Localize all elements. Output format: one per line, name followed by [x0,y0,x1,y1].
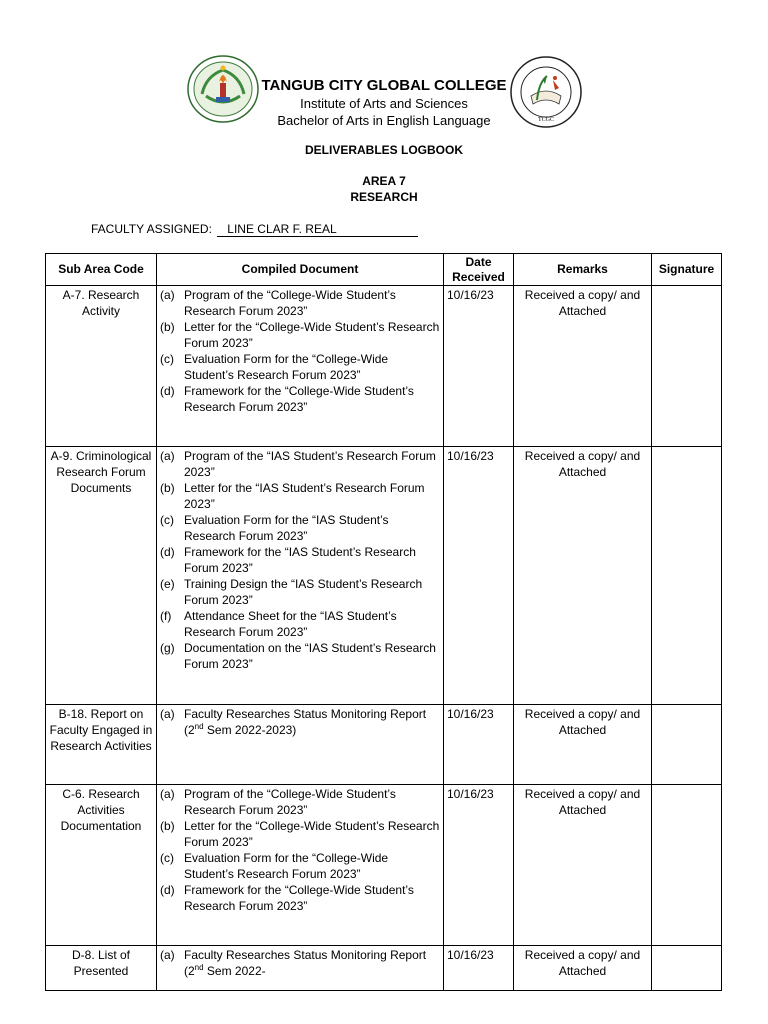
document-list [160,448,440,672]
faculty-assigned [91,222,418,237]
document-list [160,947,440,979]
table-row [46,447,722,705]
document-title-text: Letter for the “IAS Student’s Research Forum 2023” [184,481,425,511]
list-marker: (d) [160,384,175,398]
document-list-item [160,544,440,576]
document-list [160,786,440,914]
document-list-item [160,706,440,738]
signature-cell [652,286,722,447]
document-list-item [160,448,440,480]
column-header-remarks: Remarks [514,254,652,286]
list-marker: (e) [160,577,175,591]
document-title-text: Program of the “College-Wide Student’s Research Forum 2023” [184,787,396,817]
compiled-document-cell [157,705,444,785]
list-marker: (a) [160,449,175,463]
signature-cell [652,705,722,785]
document-list-item [160,608,440,640]
document-title-text: Framework for the “IAS Student’s Research Forum 2023” [184,545,416,575]
document-title-text: Framework for the “College-Wide Student’s Research Forum 2023” [184,883,414,913]
list-marker: (a) [160,948,175,962]
ias-seal-abbr: TCGC [537,117,555,123]
remarks-cell: Received a copy/ and Attached [514,785,652,946]
column-header-sub-area-code: Sub Area Code [46,254,157,286]
sub-area-code-cell: C-6. Research Activities Documentation [46,785,157,946]
document-list-item [160,576,440,608]
sub-area-code-cell: A-7. Research Activity [46,286,157,447]
list-marker: (b) [160,819,175,833]
table-row [46,946,722,991]
remarks-cell: Received a copy/ and Attached [514,946,652,991]
sub-area-code-cell: D-8. List of Presented [46,946,157,991]
program-name: Bachelor of Arts in English Language [277,113,491,128]
date-received-cell: 10/16/23 [444,447,514,705]
remarks-cell: Received a copy/ and Attached [514,705,652,785]
column-header-signature: Signature [652,254,722,286]
column-header-compiled-document: Compiled Document [157,254,444,286]
document-list-item [160,640,440,672]
area-name: RESEARCH [350,190,418,204]
document-title-text: Letter for the “College-Wide Student’s Research Forum 2023” [184,819,440,849]
document-list-item [160,786,440,818]
document-title-text: Evaluation Form for the “College-Wide Student’s Research Forum 2023” [184,352,389,382]
document-title-text: Faculty Researches Status Monitoring Report (2 [184,707,427,737]
list-marker: (c) [160,513,174,527]
list-marker: (f) [160,609,172,623]
ordinal-suffix: nd [194,722,204,731]
signature-cell [652,785,722,946]
document-list-item [160,287,440,319]
signature-cell [652,447,722,705]
area-number: AREA 7 [362,174,406,188]
document-list-item [160,319,440,351]
list-marker: (a) [160,707,175,721]
date-received-cell: 10/16/23 [444,785,514,946]
document-title-text: Documentation on the “IAS Student’s Research Forum 2023” [184,641,436,671]
document-title-text: Training Design the “IAS Student’s Research Forum 2023” [184,577,423,607]
document-title-text-end: Sem 2022- [203,964,266,978]
document-list-item [160,947,440,979]
document-list-item [160,351,440,383]
date-received-cell: 10/16/23 [444,286,514,447]
sub-area-code-cell: B-18. Report on Faculty Engaged in Research Activities [46,705,157,785]
list-marker: (c) [160,851,174,865]
document-title-text: Framework for the “College-Wide Student’s Research Forum 2023” [184,384,414,414]
document-list-item [160,480,440,512]
ordinal-suffix: nd [194,963,204,972]
document-list [160,287,440,415]
list-marker: (d) [160,883,175,897]
college-name: TANGUB CITY GLOBAL COLLEGE [261,77,507,94]
document-title-text: Attendance Sheet for the “IAS Student’s Research Forum 2023” [184,609,397,639]
document-title-text-end: Sem 2022-2023) [203,723,297,737]
list-marker: (b) [160,481,175,495]
document-list [160,706,440,738]
list-marker: (a) [160,288,175,302]
list-marker: (g) [160,641,175,655]
list-marker: (b) [160,320,175,334]
remarks-cell: Received a copy/ and Attached [514,447,652,705]
sub-area-code-cell: A-9. Criminological Research Forum Documents [46,447,157,705]
deliverables-table [45,253,722,991]
document-title-text: Letter for the “College-Wide Student’s Research Forum 2023” [184,320,440,350]
list-marker: (a) [160,787,175,801]
document-title-text: Faculty Researches Status Monitoring Report (2 [184,948,427,978]
list-marker: (c) [160,352,174,366]
document-title-text: Evaluation Form for the “College-Wide Student’s Research Forum 2023” [184,851,389,881]
list-marker: (d) [160,545,175,559]
remarks-cell: Received a copy/ and Attached [514,286,652,447]
table-body [46,286,722,991]
document-list-item [160,383,440,415]
document-title: DELIVERABLES LOGBOOK [304,143,463,157]
column-header-date-received: Date Received [444,254,514,286]
signature-cell [652,946,722,991]
document-list-item [160,850,440,882]
document-title-text: Program of the “College-Wide Student’s Research Forum 2023” [184,288,396,318]
compiled-document-cell [157,286,444,447]
document-list-item [160,818,440,850]
document-list-item [160,512,440,544]
compiled-document-cell [157,447,444,705]
faculty-label: FACULTY ASSIGNED: [91,222,212,236]
table-row [46,286,722,447]
table-row [46,705,722,785]
institute-name: Institute of Arts and Sciences [300,96,468,111]
table-row [46,785,722,946]
table-header-row [46,254,722,286]
faculty-name: LINE CLAR F. REAL [217,223,418,237]
compiled-document-cell [157,946,444,991]
date-received-cell: 10/16/23 [444,705,514,785]
document-title-text: Program of the “IAS Student’s Research Forum 2023” [184,449,436,479]
document-list-item [160,882,440,914]
compiled-document-cell [157,785,444,946]
date-received-cell: 10/16/23 [444,946,514,991]
document-title-text: Evaluation Form for the “IAS Student’s Research Forum 2023” [184,513,389,543]
